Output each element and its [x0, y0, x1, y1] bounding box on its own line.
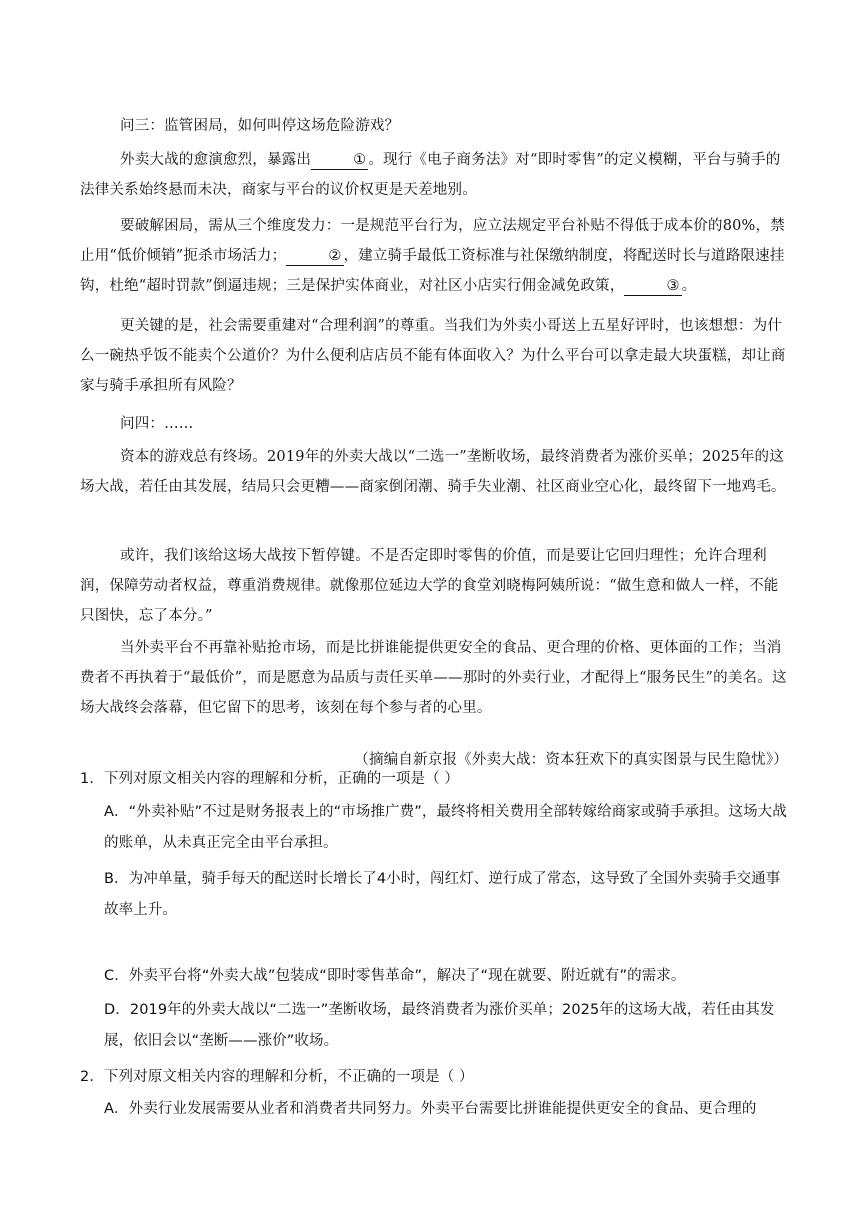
blank-2: ②: [286, 247, 343, 266]
blank-3: ③: [624, 277, 681, 296]
passage-paragraph-2: 要破解困局，需从三个维度发力：一是规范平台行为，应立法规定平台补贴不得低于成本价的80%，禁止用“低价倾销”扼杀市场活力； ② ，建立骑手最低工资标准与社保缴纳制度，将配送时长与道路限速挂钩，杜绝“超时罚款”倒逼违规；三是保护实体商业，对社区小店实行佣金减免政策， ③ 。: [80, 218, 785, 294]
question-1-option-c: C．外卖平台将“外卖大战”包装成“即时零售革命”，解决了“现在就要、附近就有”的需求。: [104, 968, 686, 984]
question-2-option-a: A．外卖行业发展需要从业者和消费者共同努力。外卖平台需要比拼谁能提供更安全的食品、更合理的: [104, 1101, 757, 1117]
question-1-option-b: B．为冲单量，骑手每天的配送时长增长了4小时，闯红灯、逆行成了常态，这导致了全国外卖骑手交通事故率上升。: [104, 871, 781, 918]
passage-paragraph-3: 更关键的是，社会需要重建对“合理利润”的尊重。当我们为外卖小哥送上五星好评时，也该想想：为什么一碗热乎饭不能卖个公道价？为什么便利店店员不能有体面收入？为什么平台可以拿走最大块蛋糕，却让商家与骑手承担所有风险？: [80, 318, 786, 394]
blank-1: ①: [311, 151, 368, 170]
question-1-option-a: A．“外卖补贴”不过是财务报表上的“市场推广费”，最终将相关费用全部转嫁给商家或骑手承担。这场大战的账单，从未真正完全由平台承担。: [104, 804, 787, 851]
passage-paragraph-6: 当外卖平台不再靠补贴抢市场，而是比拼谁能提供更安全的食品、更合理的价格、更体面的工作；当消费者不再执着于“最低价”，而是愿意为品质与责任买单——那时的外卖行业，才配得上“服务民生”的美名。这场大战终会落幕，但它留下的思考，该刻在每个参与者的心里。: [80, 640, 787, 716]
question-1-option-d: D．2019年的外卖大战以“二选一”垄断收场，最终消费者为涨价买单；2025年的这场大战，若任由其发展，依旧会以“垄断——涨价”收场。: [104, 1002, 775, 1049]
passage-paragraph-4: 资本的游戏总有终场。2019年的外卖大战以“二选一”垄断收场，最终消费者为涨价买单；2025年的这场大战，若任由其发展，结局只会更糟——商家倒闭潮、骑手失业潮、社区商业空心化，最终留下一地鸡毛。: [80, 449, 786, 495]
question-three-heading: 问三：监管困局，如何叫停这场危险游戏？: [120, 118, 400, 134]
source-citation: （摘编自新京报《外卖大战：资本狂欢下的真实图景与民生隐忧》）: [354, 751, 788, 768]
passage-paragraph-5: 或许，我们该给这场大战按下暂停键。不是否定即时零售的价值，而是要让它回归理性；允许合理利润，保障劳动者权益，尊重消费规律。就像那位延边大学的食堂刘晓梅阿姨所说：“做生意和做人一样，不能只图快，忘了本分。”: [80, 548, 779, 624]
question-2-stem: 2．下列对原文相关内容的理解和分析，不正确的一项是（ ）: [80, 1069, 474, 1085]
passage-paragraph-1: 外卖大战的愈演愈烈，暴露出 ① 。现行《电子商务法》对“即时零售”的定义模糊，平台与骑手的法律关系始终悬而未决，商家与平台的议价权更是天差地别。: [80, 152, 781, 198]
question-four-heading: 问四：……: [120, 416, 194, 432]
question-1-stem: 1．下列对原文相关内容的理解和分析，正确的一项是（ ）: [80, 771, 460, 787]
